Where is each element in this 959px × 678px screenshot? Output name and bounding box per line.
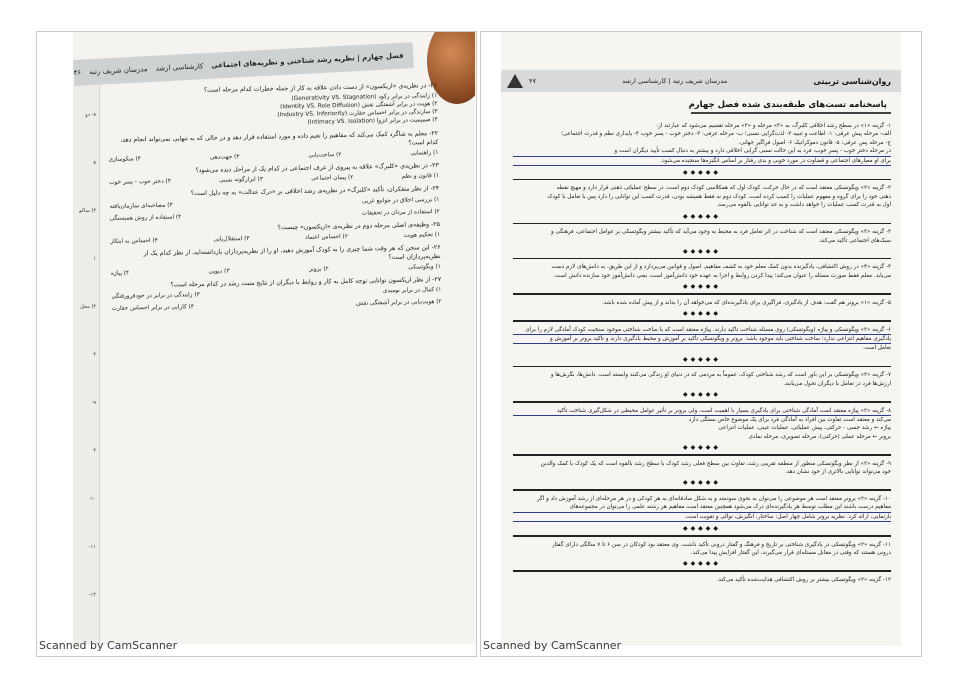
separator-rule <box>513 366 891 368</box>
answer-line: برونر ← مرحله عملی (حرکتی)، مرحله تصویری، مرحله نمادی <box>748 433 891 440</box>
answer-line: ۴- گزینه «۴» در روش اکتشافی، یادگیرنده بدون کمک معلم خود به کشف مفاهیم، اصول و قوانین می‌پردازد و از این طریق، به دانش‌های لازم دست <box>551 264 891 271</box>
answer-line: اول به قدرت کسب عملیات را خواهد داشت و به حد توانایی بالقوه می‌رسد. <box>716 202 891 209</box>
separator-rule <box>513 454 891 456</box>
chapter-title: فصل چهارم | نظریه رشد شناختی و نظریه‌های اجتماعی <box>211 51 404 70</box>
answer-line: مفاهیم درست باشند این مطلب توسط هر یادگیرنده‌ای درک می‌شود همچنین معتقد است مفاهیم هر رشته علمی را می‌توان در مجموعه‌های <box>513 503 891 512</box>
answer-option: ۲) ساخت‌یابی <box>308 152 342 159</box>
strip-fragment: ۱۰- <box>88 496 96 502</box>
book-label: کارشناسی ارشد <box>155 62 204 73</box>
section-title: روان‌شناسی تربیتی <box>813 76 891 86</box>
separator-dots: ◆◆◆◆◆ <box>682 391 722 399</box>
answer-line: ارزش‌ها فرد در تعامل با دیگران تحول می‌یابند. <box>783 380 891 387</box>
strip-fragment: ۱۲- <box>88 592 96 598</box>
answer-line: درونی هستند که وقتی در مقابل مسئله‌ای قرار می‌گیرند، این گفتار افزایش پیدا می‌کند. <box>690 549 891 556</box>
strip-fragment: ۴ <box>93 352 96 358</box>
book-label: کارشناسی ارشد <box>622 77 667 85</box>
question-item <box>107 82 438 137</box>
answer-option: ۳) زایندگی در برابر در خودفرورفتگی <box>111 292 200 301</box>
answer-line: ذهنی خود را برای گروه و مفهوم عملیات را کسب کرده است، کودک دوم نه فقط همیشه بودن، قدرت کسب این توانایی را دارد پس با تعامل با کودک <box>547 193 891 200</box>
answer-option: ۴) دختر خوب - پسر خوب <box>109 179 171 187</box>
separator-rule <box>513 401 891 403</box>
strip-fragment: ۱ <box>93 256 96 262</box>
separator-rule <box>513 293 891 295</box>
separator-dots: ◆◆◆◆◆ <box>682 444 722 452</box>
question-text: ۲۵- وظیفه‌ی اصلی مرحله دوم در نظریه‌ی «اریکسون» چیست؟ <box>277 220 441 232</box>
answer-option: ۴) استفاده از روش همبستگی <box>109 214 182 222</box>
answer-line: بازنمایی، ارائه کرد. نظریه برونر شامل چهار اصل: ساختار، انگیزش، توالی و تقویت است. <box>513 513 891 522</box>
answer-option: ۱) ویگوتسکی <box>408 263 441 271</box>
separator-rule <box>513 223 891 225</box>
answer-option: ۳) سازندگی در برابر احساس حقارت (Industry VS. Inferiority) <box>277 109 438 119</box>
separator-dots: ◆◆◆◆◆ <box>682 283 722 291</box>
answer-line: پیاژه ← رشد حسی - حرکتی، پیش عملیاتی، عملیات عینی، عملیات انتزاعی <box>718 425 891 432</box>
publisher-label: مدرسان شریف رتبه <box>672 77 728 85</box>
separator-dots: ◆◆◆◆◆ <box>682 247 722 255</box>
strip-fragment: ۴) محل <box>80 304 96 310</box>
adjacent-page-strip <box>73 72 100 644</box>
scan-page-right <box>480 31 922 657</box>
answer-option: ۴) کارایی در برابر احساس حقارت <box>111 304 195 313</box>
title-underline <box>691 112 891 114</box>
answer-line: می‌یابد. معلم فقط صورت مسئله را عنوان می‌کند؛ پیدا کردن روابط و اجزا به عهده خود دانش‌آموز است، یعنی دانش‌آموز خود سازنده دانش است. <box>553 272 891 279</box>
separator-rule <box>513 258 891 260</box>
page-header-right <box>501 70 901 92</box>
answer-line: ج- مرحله پس عرفی: ۵- قانون دموکراتیک ۶- اصول فراگیر جهانی. <box>738 139 891 146</box>
answer-line: تعامل است. <box>862 345 891 352</box>
answer-line: می‌کند و معتقد است تفاوت بین افراد به آمادگی فرد برای یک موضوع خاص بستگی دارد. <box>687 416 891 423</box>
strip-fragment: ۴ <box>93 448 96 454</box>
answer-option: ۲) پیمان اجتماعی <box>311 175 354 183</box>
answer-option: ۴) پیاژه <box>110 270 130 277</box>
answer-option: ۱) بررسی اخلاق در جوامع غربی <box>361 196 440 205</box>
scanner-watermark: Scanned by CamScanner <box>483 639 622 652</box>
page-photo-right <box>501 32 901 646</box>
separator-rule <box>513 535 891 537</box>
answer-option: ۱) تحکیم هویت <box>403 232 441 239</box>
separator-dots: ◆◆◆◆◆ <box>682 310 722 318</box>
answer-option: ۱) کمال در برابر نومیدی <box>382 287 442 295</box>
answers-title: پاسخنامه تست‌های طبقه‌بندی شده فصل چهارم <box>688 100 887 110</box>
answer-line: سبک‌های اجتماعی تأکید می‌کند. <box>818 237 891 244</box>
page-number: ۴۶ <box>73 68 82 77</box>
scanner-watermark: Scanned by CamScanner <box>39 639 178 652</box>
answer-option: ۱) راهنمایی <box>410 150 439 157</box>
answer-option: ۴) صمیمیت در برابر انزوا (Intimacy VS. Isolation) <box>307 117 438 127</box>
question-text: ۲۱- در نظریه‌ی «اریکسون» از دست دادن علاقه به کار از جمله خطرات کدام مرحله است؟ <box>203 82 438 94</box>
separator-dots: ◆◆◆◆◆ <box>682 355 722 363</box>
answer-line: ۳- گزینه «۳» ویگوتسکی معتقد است که شناخت در اثر تعامل فرد به محیط به وجود می‌آید که تأکید بیشتر ویگوتسکی بر عوامل اجتماعی، فرهنگی و <box>551 229 891 236</box>
answer-line: ۵- گزینه «۱» برونر هم گفت: هدف از یادگیری، فراگیری برای یادگیرنده‌ای که می‌خواهد آن را بداند و از پیش آماده شده باشد. <box>602 299 891 306</box>
separator-rule <box>513 320 891 322</box>
answer-line: در مرحله دختر خوب - پسر خوب، فرد به این حالت نسبی گرایی اخلاقی دارد و بیشتر به دنبال کسب تأیید دیگران است و <box>513 147 891 156</box>
answer-line: ۲- گزینه «۲» ویگوتسکی معتقد است که در حال حرکت، کودک اول که همکلاسی کودک دوم است، در سطح عملیاتی ذهنی قرار دارد و مهیچ نقطه <box>556 185 891 192</box>
answer-line: ۹- گزینه «۲» از نظر ویگوتسکی منظور از منطقه تقریبی رشد، تفاوت بین سطح فعلی رشد کودک با سطح رشد بالقوه است که یک کودک با کمک والدین <box>540 460 891 467</box>
answer-option: ۲) هویت در برابر آشفتگی نقش (Identity VS. Role Diffusion) <box>280 101 438 111</box>
questions-list <box>107 82 442 318</box>
question-item <box>111 276 442 312</box>
publisher-label: مدرسان شریف رتبه <box>88 65 148 77</box>
answer-line: خود می‌تواند توانایی بالاتری از خود نشان دهد. <box>785 468 891 475</box>
question-item <box>110 221 440 245</box>
answers-list <box>513 122 891 584</box>
answer-option: ۲) هویت‌یابی در برابر آشفتگی نقش <box>356 299 442 307</box>
publisher-book-label: مدرسان شریف رتبه | کارشناسی ارشد <box>622 77 728 85</box>
separator-dots: ◆◆◆◆◆ <box>682 479 722 487</box>
answer-option: ۴) سکوسازی <box>108 156 141 163</box>
answer-option: ۱) زایندگی در برابر رکود (Generativity VS. Stagnation) <box>291 93 438 103</box>
strip-fragment: ۱۱- <box>88 544 96 550</box>
separator-dots: ◆◆◆◆◆ <box>682 525 722 533</box>
page-number: ۴۷ <box>529 77 536 85</box>
question-item <box>108 130 438 163</box>
page-photo-left <box>73 32 475 644</box>
answer-line: الف- مرحله پیش عرفی: ۱- اطاعت و تنبیه ۲- لذت‌گرایی نسبی؛ ب- مرحله عرفی: ۳- دختر خوب - پسر خوب ۴- پایداری نظم و قدرت اجتماعی؛ <box>561 131 891 138</box>
question-item <box>109 162 439 186</box>
question-text: ۲۶- این سخن که هر وقت شما چیزی را به کودک آموزش دهید، او را از نظریه‌پردازان بازداشته‌اید، از نظر کدام یک از نظریه‌پردازان است؟ <box>143 244 441 261</box>
answer-line: یادگیری مفاهیم انتزاعی ندارد؛ ساخت شناختی باید موجود باشد. برونر و ویگوتسکی تأکید بر آموزش و محیط یادگیری دارند و تأکید برونر بر آموزش و <box>513 335 891 344</box>
answer-line: ۷- گزینه «۲» ویگوتسکی بر این باور است که رشد شناختی کودک، عموماً به مردمی که در دنیای او زندگی می‌کنند وابسته است. دانش‌ها، نگرش‌ها و <box>550 372 891 379</box>
answer-line: ۸- گزینه «۲» پیاژه معتقد است آمادگی شناختی برای یادگیری بسیار با اهمیت است، ولی برونر بر تأثیر عوامل محیطی در شکل‌گیری شناخت تأکید <box>513 407 891 416</box>
question-text: ۲۴- از نظر متفکران، تأکید «کلبرگ» در نظریه‌ی رشد اخلاقی بر «درک عدالت» به چه دلیل است؟ <box>190 185 440 198</box>
strip-fragment: ۴) ساکو <box>79 208 96 214</box>
answer-option: ۲) احساس اعتماد <box>305 234 348 241</box>
answer-option: ۳) استقلال‌یابی <box>213 236 250 243</box>
question-item <box>110 244 440 277</box>
answer-option: ۳) ابزارگونه نسبی <box>219 177 264 185</box>
answer-option: ۲) استفاده از مردان در تحقیقات <box>361 208 440 217</box>
answer-line: ۶- گزینه «۳» ویگوتسکی و پیاژه (ویگوتسکی) روی مسئله شناخت تاکید دارند. پیاژه معتقد است که با ساخت شناختی موجود سنخیت کودک آمادگی لازم را برای <box>513 326 891 335</box>
separator-dots: ◆◆◆◆◆ <box>682 212 722 220</box>
answer-option: ۱) قانون و نظم <box>401 173 440 181</box>
question-item <box>109 185 440 221</box>
separator-rule <box>513 179 891 181</box>
answer-line: ۱۰- گزینه «۲» برونر معتقد است هر موضوعی را می‌توان به نحوی سودمند و به شکل صادقانه‌ای به هر کودکی و در هر مرحله‌ای از رشد آموزش داد و اگر <box>537 495 891 502</box>
separator-dots: ◆◆◆◆◆ <box>682 168 722 176</box>
question-text: ۲۷- از نظر اریکسون توانایی توجه کامل به کار و روابط با دیگران از نتایج مثبت رشد در کدام مرحله است؟ <box>170 275 442 289</box>
scan-page-left <box>36 31 477 657</box>
answer-line: ۱۲- گزینه «۲» ویگوتسکی بیشتر بر روش اکتشافی هدایت‌شده تأکید می‌کند. <box>716 576 891 583</box>
answer-line: برای او معیارهای اجتماعی و قضاوت در مورد خوبی و بدی رفتار بر اساس انگیزه‌ها سنجیده می‌شود. <box>513 157 891 166</box>
answer-line: ۱- گزینه «۱» در سطح رشد اخلاقی کلبرگ، به «۳» مرحله و «۲» مرحله تقسیم می‌شود که عبارتند از: <box>656 123 891 129</box>
separator-dots: ◆◆◆◆◆ <box>682 560 722 568</box>
answer-option: ۳) مصاحبه‌ای سازمان‌یافته <box>109 202 173 210</box>
strip-fragment: ۹- <box>91 400 96 406</box>
question-text: ۲۳- در نظریه‌ی «کلبرگ» علاقه به پیروی از عرف اجتماعی در کدام یک از مراحل دیده می‌شود؟ <box>195 162 439 175</box>
question-text: ۲۲- معلم به شاگرد کمک می‌کند که مفاهیم را تعیم داده و مورد استفاده قرار دهد و در حالی که به تنهایی نمی‌تواند انجام دهد، کدام است؟ <box>120 130 439 147</box>
answer-option: ۴) احساس به ابتکار <box>110 238 158 246</box>
answer-option: ۳) جهت‌دهی <box>209 154 240 161</box>
strip-fragment: ۸- دو <box>85 112 96 118</box>
page-header-left <box>73 42 414 86</box>
answer-line: ۱۱- گزینه «۲» ویگوتسکی در یادگیری شناختی بر تاریخ و فرهنگ و گفتار درونی تأکید داشت. وی معتقد بود کودکان در سن ۶ تا ۷ سالگی دارای گفتار <box>551 541 891 548</box>
strip-fragment: ۸ <box>93 160 96 166</box>
separator-rule <box>513 489 891 491</box>
answer-option: ۲) برونر <box>308 266 329 273</box>
answer-option: ۳) دیویی <box>208 268 230 275</box>
separator-rule <box>513 570 891 572</box>
